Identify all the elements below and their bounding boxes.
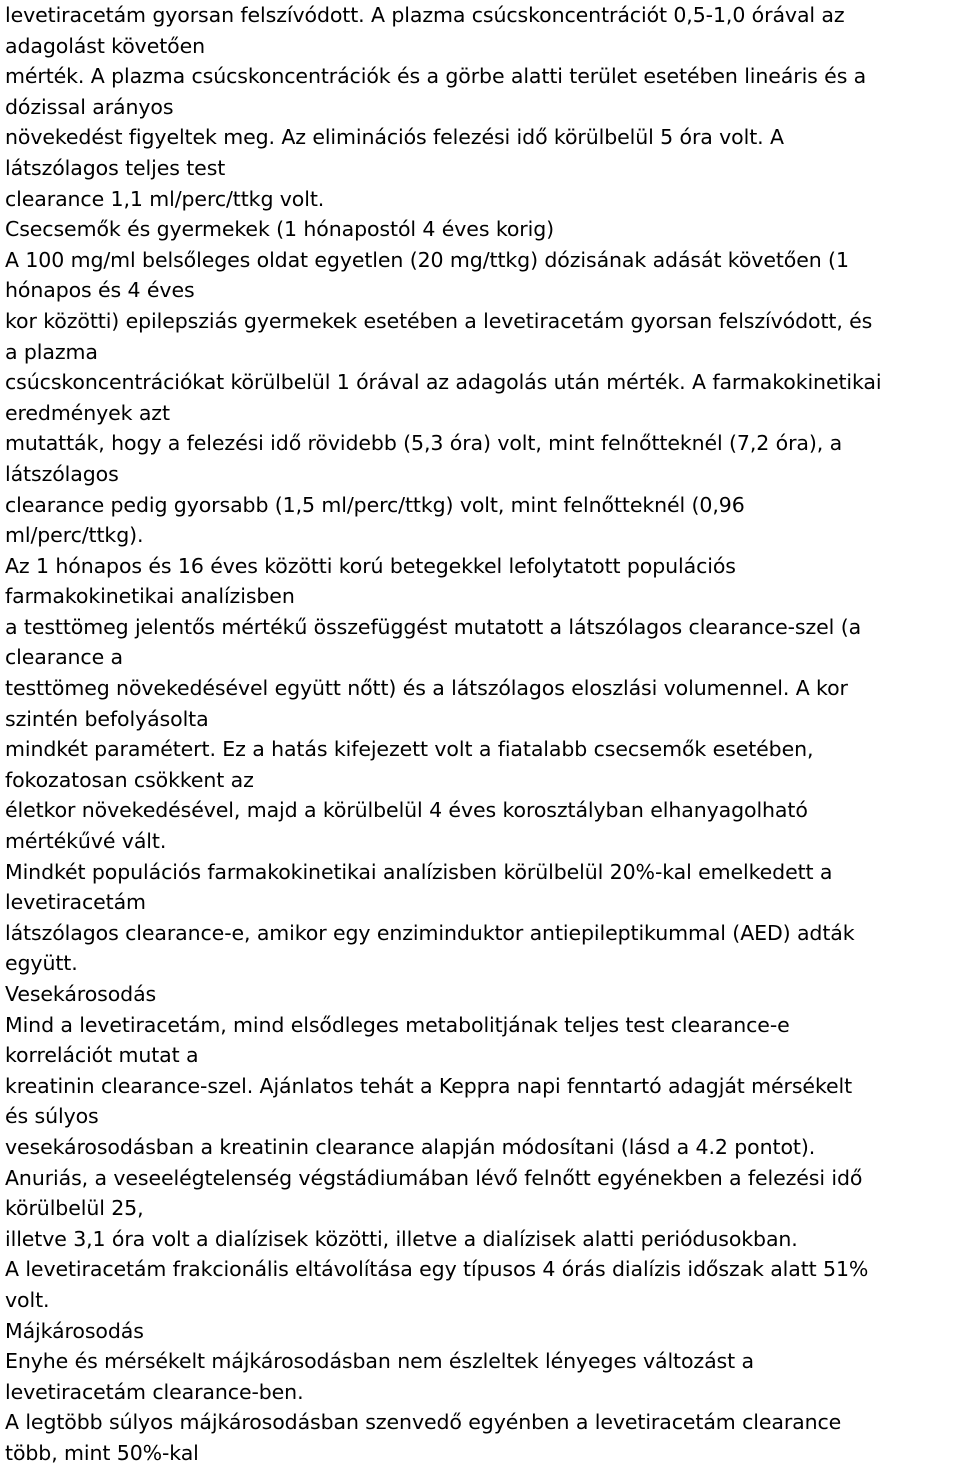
- text-line: fokozatosan csökkent az: [5, 767, 254, 792]
- text-line: látszólagos clearance-e, amikor egy enziminduktor antiepileptikummal (AED) adták: [5, 920, 855, 945]
- text-line: látszólagos teljes test: [5, 155, 226, 180]
- text-line: adagolást követően: [5, 33, 205, 58]
- text-line: clearance a: [5, 645, 123, 670]
- text-line: több, mint 50%-kal: [5, 1440, 199, 1465]
- text-line: testtömeg növekedésével együtt nőtt) és a látszólagos eloszlási volumennel. A kor: [5, 676, 848, 701]
- text-line: kreatinin clearance-szel. Ajánlatos tehát a Keppra napi fenntartó adagját mérsékelt: [5, 1073, 853, 1098]
- text-line: ml/perc/ttkg).: [5, 523, 144, 548]
- text-line: mutatták, hogy a felezési idő rövidebb (5,3 óra) volt, mint felnőtteknél (7,2 óra), a: [5, 431, 843, 456]
- text-line: farmakokinetikai analízisben: [5, 584, 295, 609]
- text-line: Anuriás, a veseelégtelenség végstádiumában lévő felnőtt egyénekben a felezési idő: [5, 1165, 863, 1190]
- text-line: clearance pedig gyorsabb (1,5 ml/perc/ttkg) volt, mint felnőtteknél (0,96: [5, 492, 745, 517]
- text-line: mindkét paramétert. Ez a hatás kifejezett volt a fiatalabb csecsemők esetében,: [5, 737, 814, 762]
- text-line: hónapos és 4 éves: [5, 278, 195, 303]
- section-heading: Csecsemők és gyermekek (1 hónapostól 4 éves korig): [5, 217, 555, 242]
- section-heading: Vesekárosodás: [5, 982, 157, 1006]
- text-line: Az 1 hónapos és 16 éves közötti korú betegekkel lefolytatott populációs: [5, 553, 736, 578]
- text-line: szintén befolyásolta: [5, 706, 209, 731]
- text-line: korrelációt mutat a: [5, 1043, 199, 1068]
- section-heading: Májkárosodás: [5, 1318, 144, 1343]
- text-line: és súlyos: [5, 1104, 99, 1129]
- text-line: növekedést figyeltek meg. Az eliminációs felezési idő körülbelül 5 óra volt. A: [5, 125, 784, 150]
- text-line: eredmények azt: [5, 400, 170, 425]
- text-line: kor közötti) epilepsziás gyermekek esetében a levetiracetám gyorsan felszívódott, és: [5, 308, 873, 333]
- text-line: A levetiracetám frakcionális eltávolítása egy típusos 4 órás dialízis időszak alatt 51%: [5, 1257, 869, 1282]
- text-line: A 100 mg/ml belsőleges oldat egyetlen (20 mg/ttkg) dózisának adását követően (1: [5, 247, 849, 272]
- text-line: körülbelül 25,: [5, 1196, 144, 1221]
- text-line: együtt.: [5, 951, 78, 976]
- text-line: levetiracetám: [5, 890, 146, 915]
- text-line: vesekárosodásban a kreatinin clearance alapján módosítani (lásd a 4.2 pontot).: [5, 1134, 816, 1159]
- document-page: [5, 0, 957, 1469]
- text-line: Mindkét populációs farmakokinetikai analízisben körülbelül 20%-kal emelkedett a: [5, 859, 833, 884]
- text-line: Mind a levetiracetám, mind elsődleges metabolitjának teljes test clearance-e: [5, 1012, 790, 1037]
- text-line: mérték. A plazma csúcskoncentrációk és a görbe alatti terület esetében lineáris és a: [5, 64, 867, 89]
- text-line: A legtöbb súlyos májkárosodásban szenvedő egyénben a levetiracetám clearance: [5, 1410, 842, 1435]
- text-line: a plazma: [5, 339, 98, 364]
- text-line: dózissal arányos: [5, 94, 174, 119]
- text-line: csúcskoncentrációkat körülbelül 1 órával az adagolás után mérték. A farmakokinetikai: [5, 370, 882, 395]
- text-line: clearance 1,1 ml/perc/ttkg volt.: [5, 186, 325, 211]
- text-line: levetiracetám clearance-ben.: [5, 1379, 304, 1404]
- text-line: mértékűvé vált.: [5, 829, 167, 854]
- text-line: Enyhe és mérsékelt májkárosodásban nem észleltek lényeges változást a: [5, 1349, 754, 1374]
- text-line: volt.: [5, 1287, 50, 1312]
- text-line: életkor növekedésével, majd a körülbelül 4 éves korosztályban elhanyagolható: [5, 798, 808, 823]
- text-line: illetve 3,1 óra volt a dialízisek közötti, illetve a dialízisek alatti periódusokban.: [5, 1226, 798, 1251]
- text-line: levetiracetám gyorsan felszívódott. A plazma csúcskoncentrációt 0,5-1,0 órával az: [5, 3, 845, 27]
- text-line: látszólagos: [5, 461, 119, 486]
- text-line: a testtömeg jelentős mértékű összefüggést mutatott a látszólagos clearance-szel (a: [5, 614, 862, 639]
